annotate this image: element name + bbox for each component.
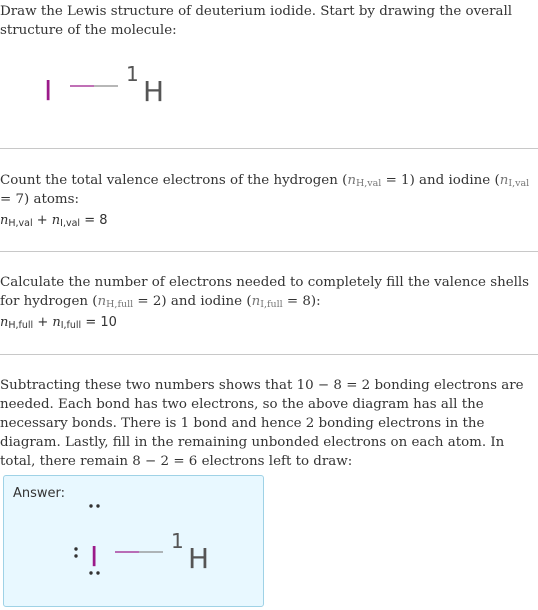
divider	[0, 148, 538, 149]
bonding-explanation-text: Subtracting these two numbers shows that 10 − 8 = 2 bonding electrons are needed. Each bond has two electrons, so the above diagram has all the necessary bonds. There is 1 bond and hence 2 bonding electrons in the diagram. Lastly, fill in the remaining unbonded electrons on each atom. In total, there remain 8 − 2 = 6 electrons left to draw:	[0, 378, 524, 469]
intro-section	[0, 2, 538, 40]
full-shell-section	[0, 273, 538, 332]
divider	[0, 251, 538, 252]
bonding-explanation-section	[0, 376, 538, 471]
lone-pair-top-dot	[89, 504, 92, 507]
answer-label: Answer:	[13, 486, 66, 501]
structure-diagram	[0, 55, 240, 115]
lone-pair-left-dot	[74, 554, 77, 557]
iodine-atom: I	[90, 540, 99, 573]
lone-pair-top-dot	[96, 504, 99, 507]
hydrogen-mass-number: 1	[126, 62, 139, 86]
intro-text: Draw the Lewis structure of deuterium iodide. Start by drawing the overall structure of the molecule:	[0, 4, 513, 38]
lone-pair-left-dot	[74, 547, 77, 550]
divider	[0, 354, 538, 355]
full-shell-text: Calculate the number of electrons needed to completely fill the valence shells for hydrogen $(n_{H,full} = 2)$ and iodine $(n_{I,full} = 8)$:	[0, 275, 530, 310]
iodine-atom: I	[44, 74, 53, 107]
hydrogen-atom: H	[143, 75, 165, 108]
hydrogen-mass-number: 1	[171, 529, 184, 553]
answer-box	[3, 475, 264, 607]
valence-count-section	[0, 171, 538, 230]
lewis-structure	[4, 476, 263, 606]
full-shell-sum-equation: $n_{H,full} + n_{I,full} = 10$	[0, 315, 117, 331]
valence-sum-equation: $n_{H,val} + n_{I,val} = 8$	[0, 213, 108, 229]
hydrogen-atom: H	[188, 542, 210, 575]
valence-count-text: Count the total valence electrons of the hydrogen $(n_{H,val} = 1)$ and iodine $(n_{I,val} = 7)$ atoms:	[0, 173, 530, 207]
